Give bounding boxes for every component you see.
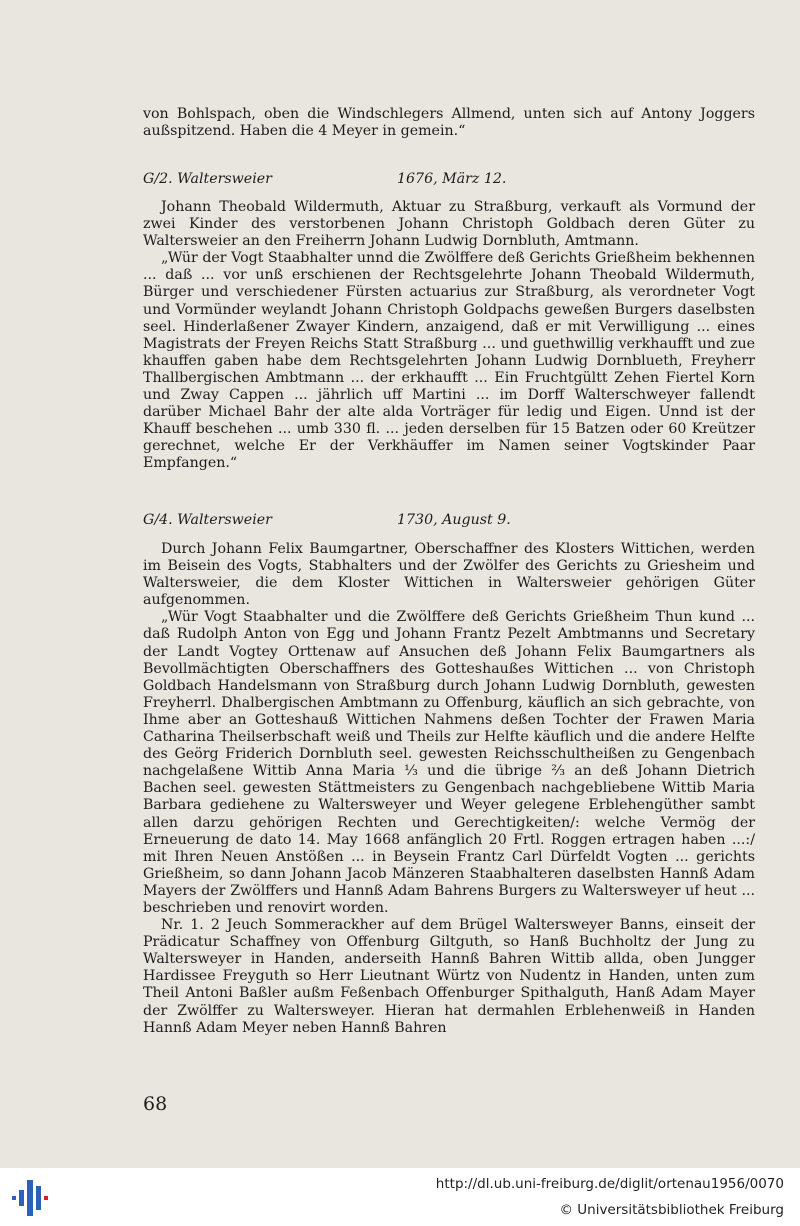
section-g2-quote: „Wür der Vogt Staabhalter unnd die Zwölffere deß Gerichts Grießheim bekhennen ... daß ... vor unß erschienen der Rechtsgelehrte Johann Theobald Wildermuth, Bürger und verschiedener Fürsten actuarius zur Straßburg, als verordneter Vogt und Vormünder weylandt Johann Christoph Goldpachs geweßen Burgers daselbsten seel. Hinderlaßener Zwayer Kindern, anzaigend, daß er mit Verwilligung ... eines Magistrats der Freyen Reichs Statt Straßburg ... und guethwillig verkhaufft und zue khauffen gaben habe dem Rechtsgelehrten Johann Ludwig Dornblueth, Freyherr Thallbergischen Ambtmann ... der erkhaufft ... Ein Fruchtgültt Zehen Fiertel Korn und Zway Cappen ... jährlich uff Martini ... im Dorff Walterschweyer fallendt darüber Michael Bahr der alte alda Vorträger für ledig und Eigen. Unnd ist der Khauff beschehen ... umb 330 fl. ... jeden derselben für 15 Batzen oder 60 Kreützer gerechnet, welche Er der Verkhäuffer im Namen seiner Vogtskinder Paar Empfangen.“ — [143, 250, 755, 472]
footer — [0, 1168, 800, 1226]
source-url-link[interactable]: http://dl.ub.uni-freiburg.de/diglit/ortenau1956/0070 — [435, 1176, 784, 1192]
section-g4-body — [143, 541, 755, 1037]
section-g4-nr1: Nr. 1. 2 Jeuch Sommerackher auf dem Brügel Waltersweyer Banns, einseit der Prädicatur Schaffney von Offenburg Giltguth, so Hanß Buchholtz der Jung zu Waltersweyer in Handen, anderseith Hannß Bahren Wittib allda, oben Jungger Hardissee Freyguth so Herr Lieutnant Würtz von Nudentz in Handen, unten zum Theil Antoni Baßler außm Feßenbach Offenburger Spithalguth, Hanß Adam Mayer der Zwölffer zu Waltersweyer. Hieran hat dermahlen Erblehenweiß in Handen Hannß Adam Meyer neben Hannß Bahren — [143, 917, 755, 1036]
section-g4-title: G/4. Waltersweier — [143, 512, 272, 528]
ub-freiburg-logo-icon — [10, 1176, 52, 1220]
section-g2-body — [143, 199, 755, 473]
top-paragraph — [143, 106, 755, 140]
section-g2-title: G/2. Waltersweier — [143, 171, 272, 187]
section-g4-date: 1730, August 9. — [397, 512, 511, 528]
section-heading-g2 — [143, 171, 755, 187]
section-heading-g4 — [143, 512, 755, 528]
section-g4-summary: Durch Johann Felix Baumgartner, Oberschaffner des Klosters Wittichen, werden im Beisein des Vogts, Stabhalters und der Zwölfer des Gerichts zu Griesheim und Waltersweier, die dem Kloster Wittichen in Waltersweier gehörigen Güter aufgenommen. — [143, 541, 755, 609]
top-paragraph-text: von Bohlspach, oben die Windschlegers Allmend, unten sich auf Antony Joggers außspitzend. Haben die 4 Meyer in gemein.“ — [143, 106, 755, 140]
section-g4-quote: „Wür Vogt Staabhalter und die Zwölffere deß Gerichts Grießheim Thun kund ... daß Rudolph Anton von Egg und Johann Frantz Pezelt Ambtmanns und Secretary der Landt Vogtey Orttenaw auf Ansuchen deß Johann Felix Baumgartners als Bevollmächtigten Oberschaffners des Gotteshaußes Wittichen ... von Christoph Goldbach Handelsmann von Straßburg durch Johann Ludwig Dornbluth, gewesten Freyherrl. Dhalbergischen Ambtmann zu Offenburg, käuflich an sich gebrachte, von Ihme aber an Gotteshauß Wittichen Nahmens deßen Tochter der Frawen Maria Catharina Theilserbschaft weiß und Theils zur Helfte käuflich und die andere Helfte des Geörg Friderich Dornbluth seel. gewesten Reichsschultheißen zu Gengenbach nachgelaßene Wittib Anna Maria ⅓ und die übrige ⅔ an deß Johann Dietrich Bachen seel. gewesten Stättmeisters zu Gengenbach nachgebliebene Wittib Maria Barbara gediehene zu Waltersweyer und Weyer gelegene Erblehengüther sambt allen darzu gehörigen Rechten und Gerechtigkeiten/: welche Vermög der Erneuerung de dato 14. May 1668 anfänglich 20 Frtl. Roggen ertragen haben ...:/ mit Ihren Neuen Anstößen ... in Beysein Frantz Carl Dürfeldt Vogten ... gerichts Grießheim, so dann Johann Jacob Mänzeren Staabhalteren daselbsten Hannß Adam Mayers der Zwölffers und Hannß Adam Bahrens Burgers zu Waltersweyer uf heut ... beschrieben und renovirt worden. — [143, 609, 755, 916]
page-number: 68 — [143, 1093, 168, 1115]
section-g2-summary: Johann Theobald Wildermuth, Aktuar zu Straßburg, verkauft als Vormund der zwei Kinder des verstorbenen Johann Christoph Goldbach deren Güter zu Waltersweier an den Freiherrn Johann Ludwig Dornbluth, Amtmann. — [143, 199, 755, 250]
section-g2-date: 1676, März 12. — [397, 171, 507, 187]
copyright-text: © Universitätsbibliothek Freiburg — [559, 1202, 784, 1218]
